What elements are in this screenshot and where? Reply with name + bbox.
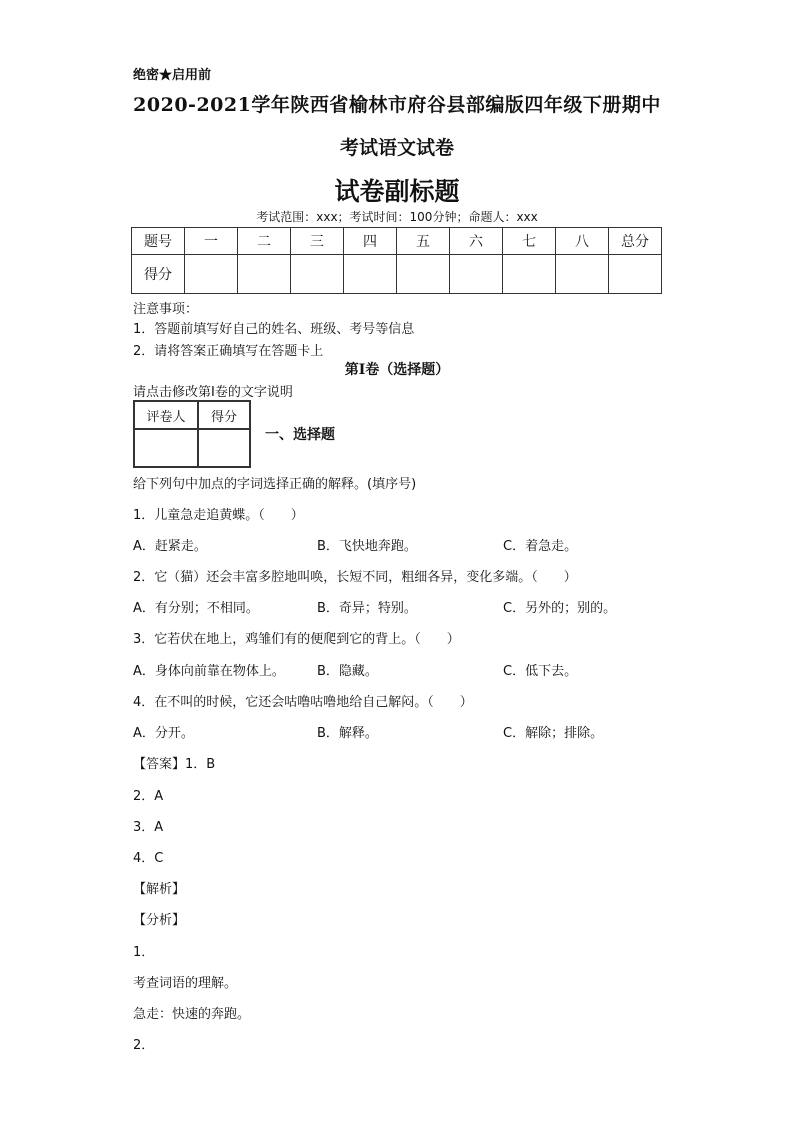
analysis-subheading: 【分析】 (133, 913, 186, 928)
score-cell (503, 255, 556, 294)
question-option: C．着急走。 (503, 539, 578, 554)
exam-title-line2: 考试语文试卷 (339, 137, 454, 159)
score-cell (291, 255, 344, 294)
grader-label: 评卷人 (134, 401, 198, 429)
score-table (131, 227, 662, 294)
exam-title-line1: 2020-2021学年陕西省榆林市府谷县部编版四年级下册期中 (133, 94, 661, 116)
analysis-heading: 【解析】 (133, 882, 186, 897)
score-table-header: 七 (503, 228, 556, 255)
answer-line: 4．C (133, 851, 164, 866)
score-cell (609, 255, 662, 294)
question-stem: 1．儿童急走追黄蝶。（ ） (133, 508, 304, 523)
question-stem: 2．它（猫）还会丰富多腔地叫唤，长短不同，粗细各异，变化多端。（ ） (133, 570, 577, 585)
question-option: C．另外的；别的。 (503, 601, 617, 616)
question-option: A．有分别；不相同。 (133, 601, 259, 616)
note-item: 2．请将答案正确填写在答题卡上 (133, 344, 324, 359)
score-table-header: 题号 (132, 228, 185, 255)
score-cell (238, 255, 291, 294)
score-table-header: 二 (238, 228, 291, 255)
score-cell (344, 255, 397, 294)
volume-title: 第I卷（选择题） (344, 362, 450, 378)
answer-line: 3．A (133, 820, 164, 835)
score-cell (397, 255, 450, 294)
score-table-header: 五 (397, 228, 450, 255)
score-table-header: 总分 (609, 228, 662, 255)
question-option: C．低下去。 (503, 664, 578, 679)
question-option: B．隐藏。 (317, 664, 378, 679)
question-option: C．解除；排除。 (503, 726, 604, 741)
notes-heading: 注意事项： (133, 302, 199, 317)
score-table-header: 六 (450, 228, 503, 255)
answer-line: 【答案】1．B (133, 757, 216, 772)
volume-description: 请点击修改第I卷的文字说明 (133, 385, 293, 400)
question-option: A．赶紧走。 (133, 539, 207, 554)
section-instruction: 给下列句中加点的字词选择正确的解释。(填序号) (133, 477, 417, 492)
grader-table (133, 400, 251, 468)
answer-line: 2．A (133, 789, 164, 804)
note-item: 1．答题前填写好自己的姓名、班级、考号等信息 (133, 322, 415, 337)
question-stem: 4．在不叫的时候，它还会咕噜咕噜地给自己解闷。（ ） (133, 695, 473, 710)
question-option: A．身体向前靠在物体上。 (133, 664, 285, 679)
score-table-header: 八 (556, 228, 609, 255)
score-table-header: 四 (344, 228, 397, 255)
score-table-header: 一 (185, 228, 238, 255)
section-title: 一、选择题 (265, 427, 335, 443)
question-option: A．分开。 (133, 726, 194, 741)
confidential-label: 绝密★启用前 (133, 68, 212, 83)
question-stem: 3．它若伏在地上，鸡雏们有的便爬到它的背上。（ ） (133, 632, 460, 647)
score-cell (556, 255, 609, 294)
analysis-line: 2． (133, 1038, 155, 1053)
score-cell (450, 255, 503, 294)
analysis-line: 1． (133, 945, 155, 960)
question-option: B．奇异；特别。 (317, 601, 417, 616)
question-option: B．解释。 (317, 726, 378, 741)
analysis-line: 考查词语的理解。 (133, 976, 238, 991)
grader-score-label: 得分 (198, 401, 250, 429)
exam-info: 考试范围：xxx；考试时间：100分钟；命题人：xxx (256, 210, 538, 224)
score-table-header: 三 (291, 228, 344, 255)
score-row-label: 得分 (132, 255, 185, 294)
question-option: B．飞快地奔跑。 (317, 539, 417, 554)
grader-score-cell (198, 429, 250, 467)
exam-subtitle: 试卷副标题 (334, 177, 460, 206)
grader-cell (134, 429, 198, 467)
analysis-line: 急走：快速的奔跑。 (133, 1007, 251, 1022)
score-cell (185, 255, 238, 294)
